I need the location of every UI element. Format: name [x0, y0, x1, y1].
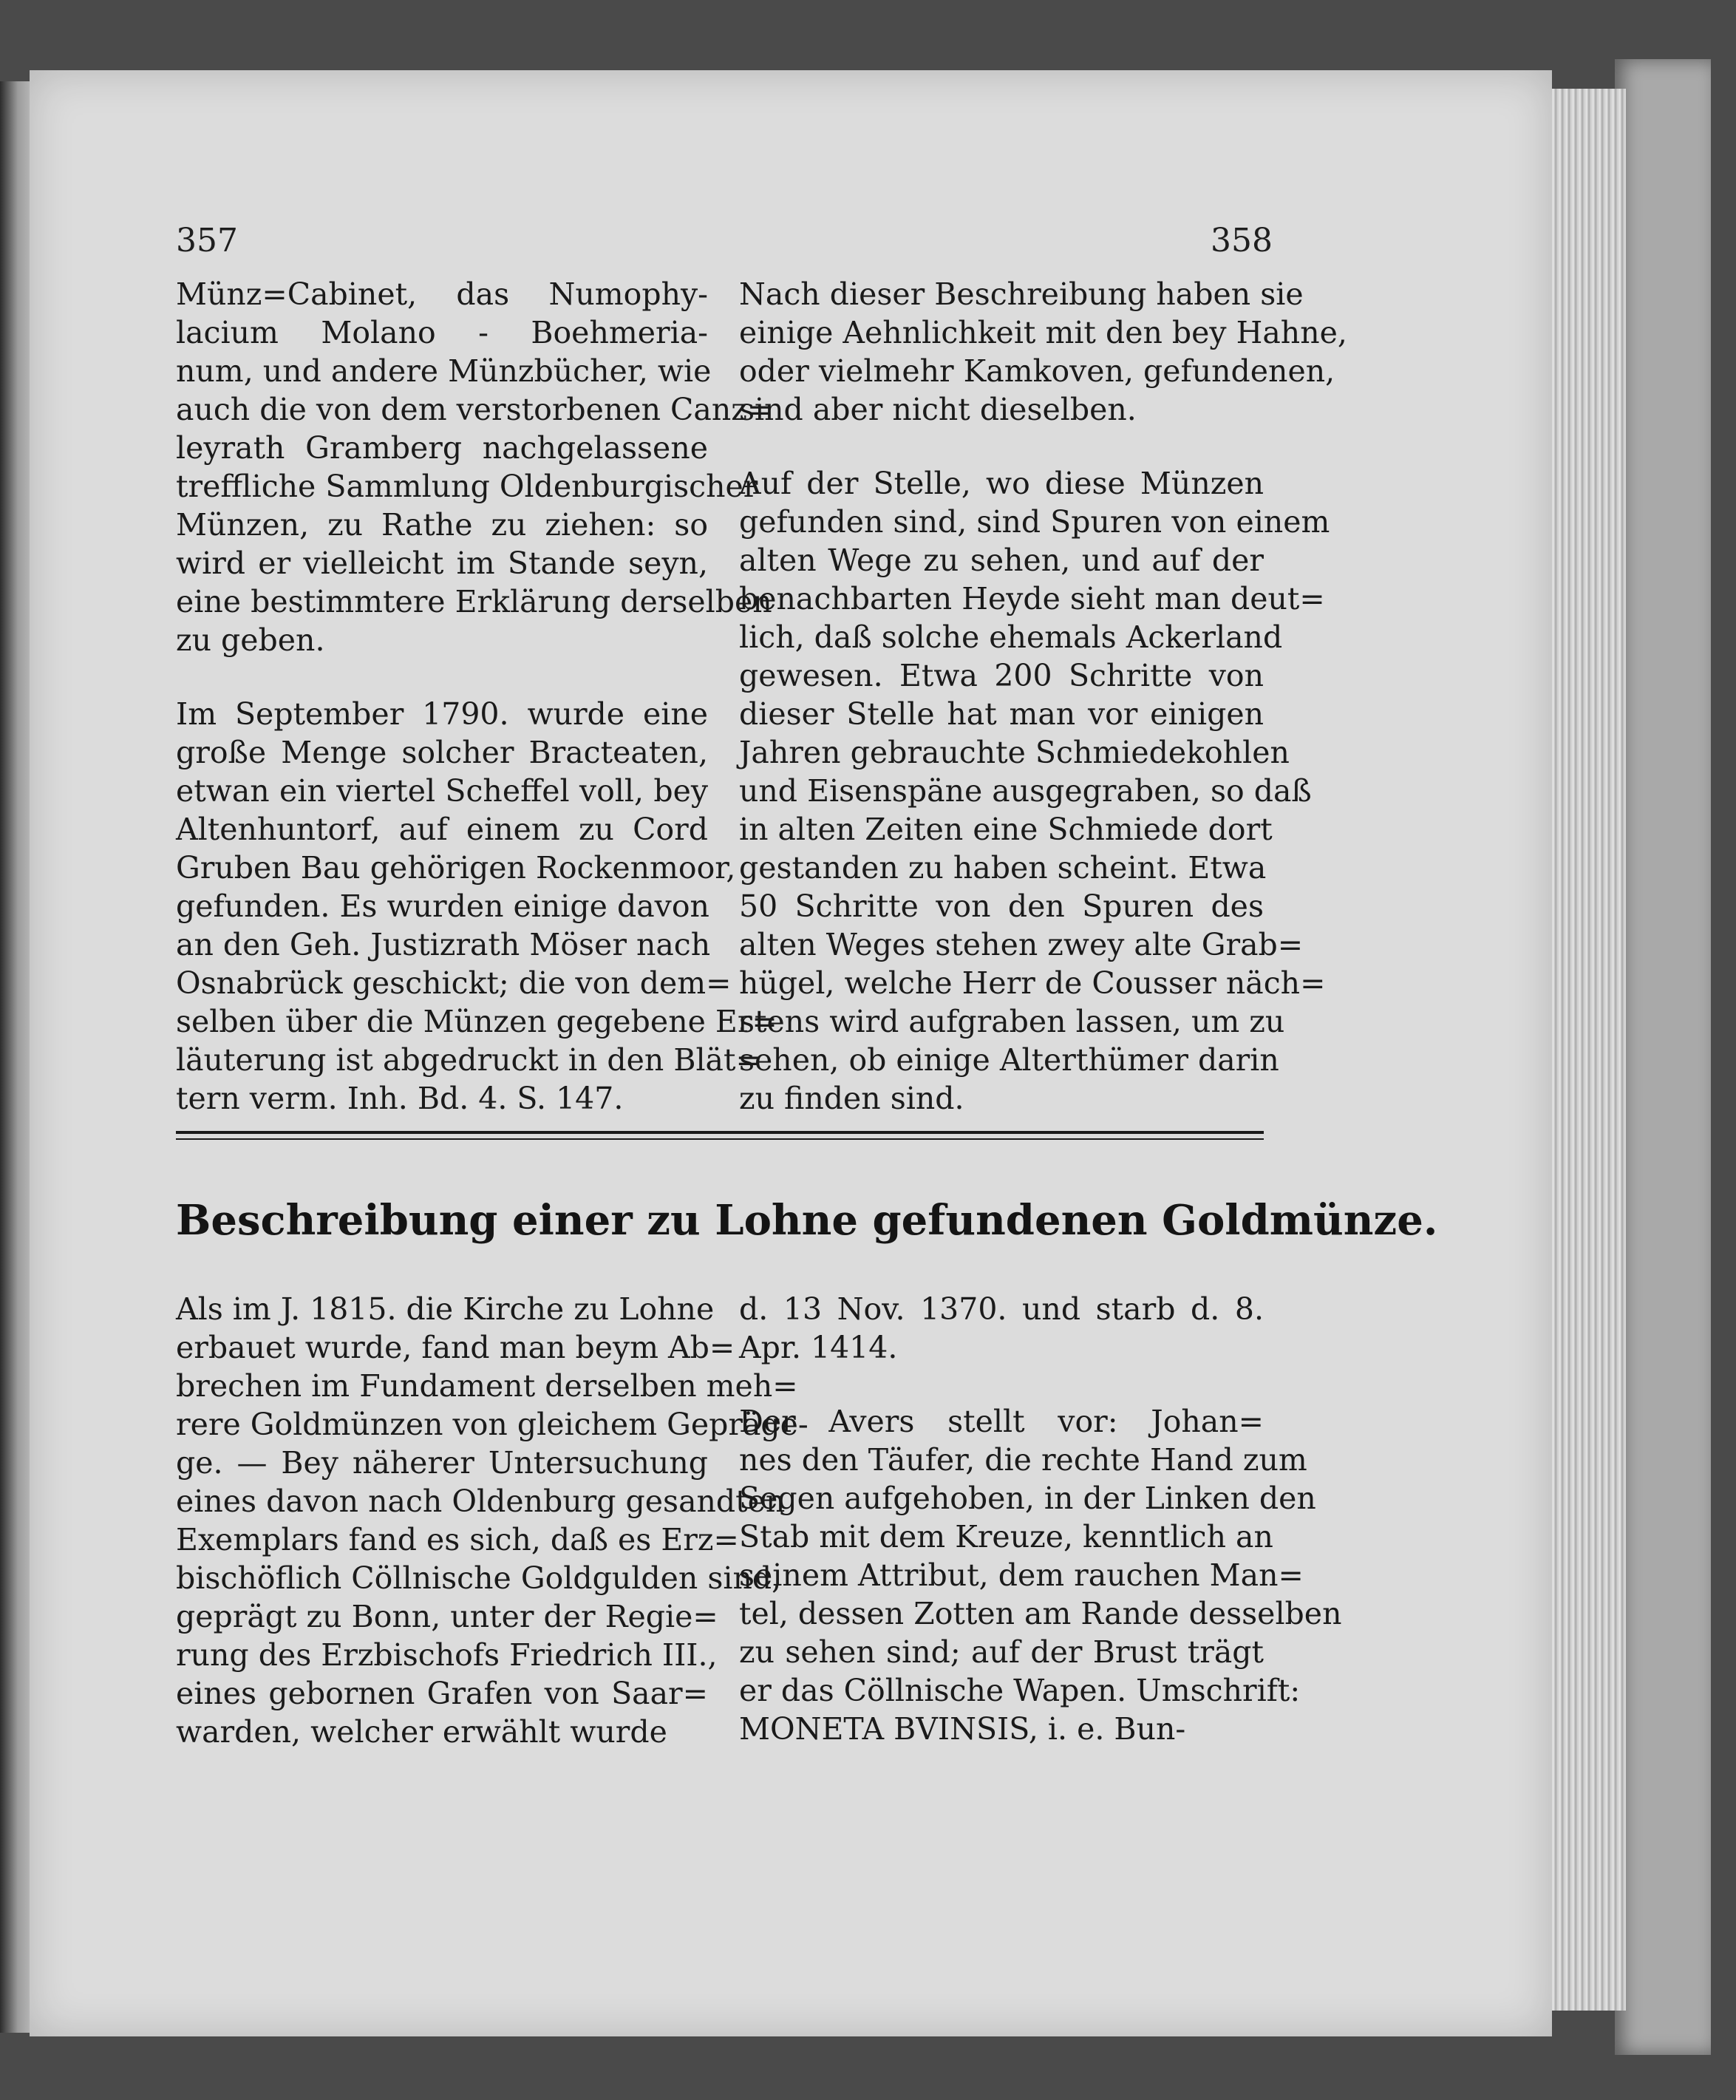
- text-line: warden, welcher erwählt wurde: [176, 1714, 667, 1750]
- text-line: gewesen. Etwa 200 Schritte von: [739, 658, 1264, 693]
- text-line: benachbarten Heyde sieht man deut=: [739, 581, 1325, 616]
- text-line: Münzen, zu Rathe zu ziehen: so: [176, 507, 708, 543]
- text-line: Der Avers stellt vor: Johan=: [739, 1404, 1264, 1439]
- paragraph-top-left-2: [176, 695, 777, 1118]
- text-line: num, und andere Münzbücher, wie: [176, 353, 712, 389]
- text-line: er das Cöllnische Wapen. Umschrift:: [739, 1673, 1301, 1708]
- column-top-right: [739, 275, 1347, 1118]
- text-line: Gruben Bau gehörigen Rockenmoor,: [176, 850, 736, 886]
- paragraph-bottom-right-2: [739, 1402, 1342, 1748]
- text-line: 50 Schritte von den Spuren des: [739, 888, 1264, 924]
- text-line: geprägt zu Bonn, unter der Regie=: [176, 1599, 718, 1634]
- text-line: leyrath Gramberg nachgelassene: [176, 430, 708, 466]
- text-line: tel, dessen Zotten am Rande desselben: [739, 1596, 1342, 1631]
- text-line: große Menge solcher Bracteaten,: [176, 735, 708, 770]
- text-line: rere Goldmünzen von gleichem Gepräge-: [176, 1407, 809, 1442]
- text-line: und Eisenspäne ausgegraben, so daß: [739, 773, 1312, 809]
- text-line: Münz=Cabinet, das Numophy-: [176, 276, 708, 312]
- text-line: läuterung ist abgedruckt in den Blät=: [176, 1042, 761, 1078]
- text-line: zu finden sind.: [739, 1081, 964, 1116]
- text-line: eine bestimmtere Erklärung derselben: [176, 584, 772, 619]
- column-bottom-left: [176, 1290, 809, 1751]
- column-bottom-right: [739, 1290, 1342, 1748]
- text-line: selben über die Münzen gegebene Er=: [176, 1004, 777, 1039]
- paragraph-top-right-2: [739, 464, 1330, 1118]
- section-heading: Beschreibung einer zu Lohne gefundenen Goldmünze.: [176, 1196, 1438, 1245]
- text-line: zu sehen sind; auf der Brust trägt: [739, 1634, 1264, 1670]
- page-stack-edge: [1545, 89, 1626, 2011]
- text-line: gefunden. Es wurden einige davon: [176, 888, 709, 924]
- text-line: ge. — Bey näherer Untersuchung: [176, 1445, 708, 1481]
- text-line: bischöflich Cöllnische Goldgulden sind,: [176, 1560, 782, 1596]
- page-number-left: 357: [176, 222, 238, 259]
- paragraph-bottom-right-1: [739, 1290, 1264, 1367]
- text-line: Apr. 1414.: [739, 1330, 898, 1365]
- text-line: Jahren gebrauchte Schmiedekohlen: [739, 735, 1290, 770]
- page-number-right: 358: [1211, 222, 1273, 259]
- text-line: rung des Erzbischofs Friedrich III.,: [176, 1637, 718, 1673]
- text-line: Nach dieser Beschreibung haben sie: [739, 276, 1304, 312]
- text-line: brechen im Fundament derselben meh=: [176, 1368, 798, 1404]
- text-line: Stab mit dem Kreuze, kenntlich an: [739, 1519, 1273, 1554]
- paragraph-gap: [739, 429, 1264, 464]
- text-line: in alten Zeiten eine Schmiede dort: [739, 812, 1273, 847]
- text-line: eines gebornen Grafen von Saar=: [176, 1676, 708, 1711]
- text-line: Segen aufgehoben, in der Linken den: [739, 1481, 1316, 1516]
- text-line: sind aber nicht dieselben.: [739, 392, 1137, 427]
- text-line: Exemplars fand es sich, daß es Erz=: [176, 1522, 739, 1557]
- book-cover-edge: [1615, 59, 1711, 2055]
- text-line: Als im J. 1815. die Kirche zu Lohne: [176, 1291, 715, 1327]
- text-line: alten Wege zu sehen, und auf der: [739, 543, 1264, 578]
- text-line: treffliche Sammlung Oldenburgischer: [176, 469, 758, 504]
- section-divider: [176, 1131, 1264, 1140]
- paragraph-top-right-1: [739, 275, 1347, 429]
- text-line: Altenhuntorf, auf einem zu Cord: [176, 812, 708, 847]
- text-line: an den Geh. Justizrath Möser nach: [176, 927, 711, 962]
- text-line: Auf der Stelle, wo diese Münzen: [739, 466, 1264, 501]
- text-line: zu geben.: [176, 622, 325, 658]
- text-line: tern verm. Inh. Bd. 4. S. 147.: [176, 1081, 624, 1116]
- text-line: Im September 1790. wurde eine: [176, 696, 708, 732]
- text-line: dieser Stelle hat man vor einigen: [739, 696, 1264, 732]
- text-line: etwan ein viertel Scheffel voll, bey: [176, 773, 708, 809]
- text-line: wird er vielleicht im Stande seyn,: [176, 546, 708, 581]
- text-line: Osnabrück geschickt; die von dem=: [176, 965, 732, 1001]
- text-line: oder vielmehr Kamkoven, gefundenen,: [739, 353, 1335, 389]
- text-line: gestanden zu haben scheint. Etwa: [739, 850, 1267, 886]
- paragraph-gap: [739, 1367, 1264, 1402]
- text-line: nes den Täufer, die rechte Hand zum: [739, 1442, 1307, 1478]
- text-line: stens wird aufgraben lassen, um zu: [739, 1004, 1285, 1039]
- text-line: gefunden sind, sind Spuren von einem: [739, 504, 1330, 540]
- text-line: d. 13 Nov. 1370. und starb d. 8.: [739, 1291, 1264, 1327]
- text-line: sehen, ob einige Alterthümer darin: [739, 1042, 1279, 1078]
- text-line: hügel, welche Herr de Cousser näch=: [739, 965, 1326, 1001]
- text-line: alten Weges stehen zwey alte Grab=: [739, 927, 1304, 962]
- text-line: seinem Attribut, dem rauchen Man=: [739, 1557, 1304, 1593]
- text-line: lich, daß solche ehemals Ackerland: [739, 619, 1283, 655]
- text-line: MONETA BVINSIS, i. e. Bun-: [739, 1711, 1186, 1747]
- text-line: lacium Molano - Boehmeria-: [176, 315, 708, 350]
- paragraph-gap: [176, 659, 708, 695]
- text-line: einige Aehnlichkeit mit den bey Hahne,: [739, 315, 1347, 350]
- text-line: auch die von dem verstorbenen Canz=: [176, 392, 773, 427]
- text-line: eines davon nach Oldenburg gesandten: [176, 1484, 786, 1519]
- text-line: erbauet wurde, fand man beym Ab=: [176, 1330, 735, 1365]
- column-top-left: [176, 275, 777, 1118]
- paragraph-top-left-1: [176, 275, 773, 659]
- paragraph-bottom-left-1: [176, 1290, 809, 1751]
